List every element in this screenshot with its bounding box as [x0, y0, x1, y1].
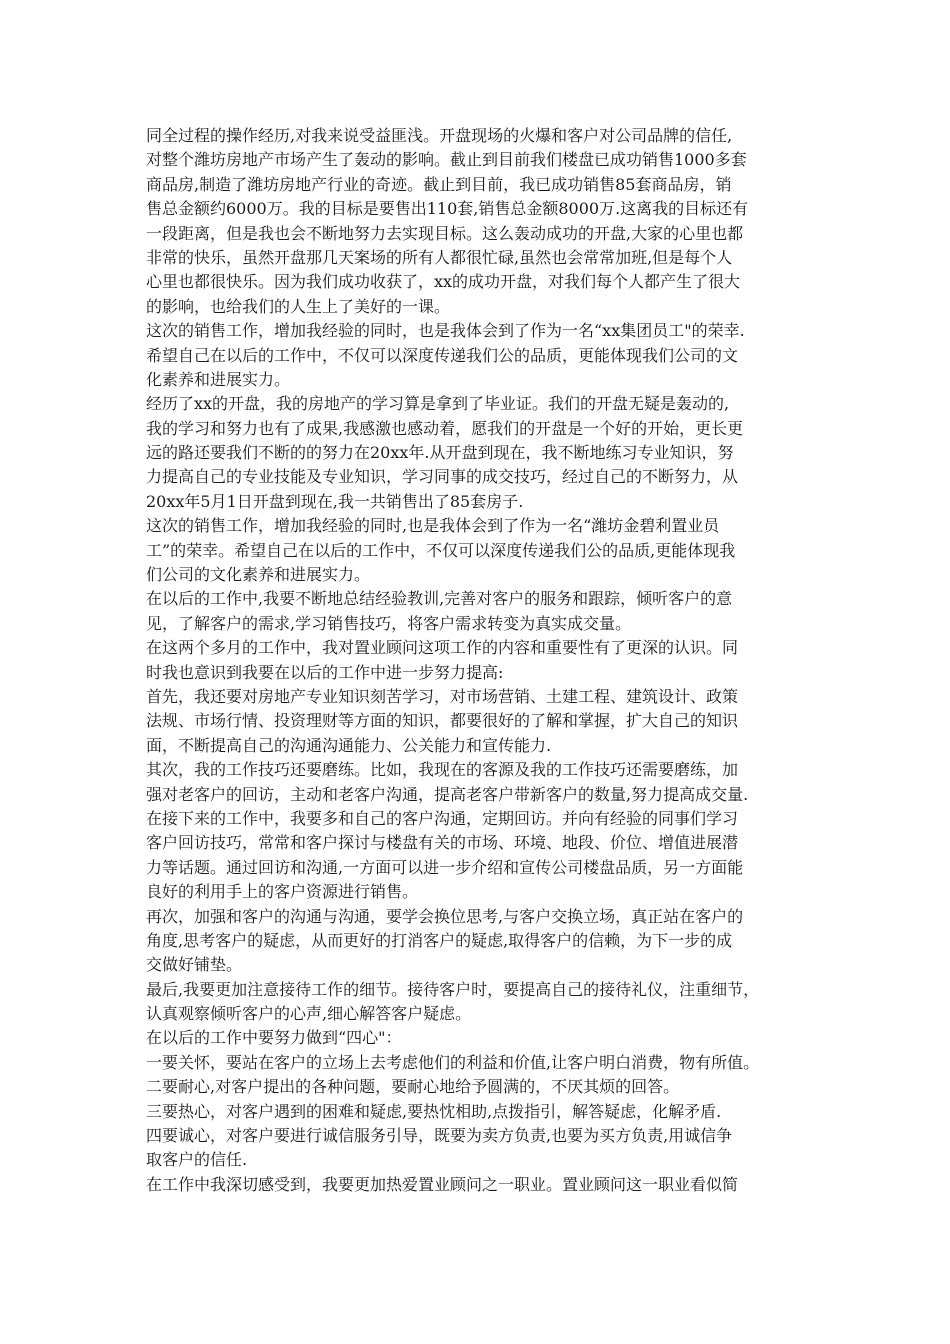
text-line: 见，了解客户的需求,学习销售技巧，将客户需求转变为真实成交量。: [146, 613, 632, 633]
text-line: 这次的销售工作，增加我经验的同时,也是我体会到了作为一名“潍坊金碧利置业员: [146, 516, 720, 536]
text-line: 远的路还要我们不断的的努力在20xx年.从开盘到现在，我不断地练习专业知识，努: [146, 443, 734, 463]
text-line: 非常的快乐，虽然开盘那几天案场的所有人都很忙碌,虽然也会常常加班,但是每个人: [146, 247, 733, 267]
text-line: 心里也都很快乐。因为我们成功收获了，xx的成功开盘，对我们每个人都产生了很大: [146, 272, 741, 292]
text-line: 首先，我还要对房地产专业知识刻苦学习，对市场营销、土建工程、建筑设计、政策: [146, 686, 739, 706]
text-line: 最后,我要更加注意接待工作的细节。接待客户时，要提高自己的接待礼仪，注重细节，: [146, 979, 760, 999]
text-line: 面，不断提高自己的沟通沟通能力、公关能力和宣传能力.: [146, 735, 552, 755]
text-line: 一要关怀，要站在客户的立场上去考虑他们的利益和价值,让客户明白消费，物有所值。: [146, 1052, 760, 1072]
text-line: 一段距离，但是我也会不断地努力去实现目标。这么轰动成功的开盘,大家的心里也都: [146, 223, 744, 243]
text-line: 力提高自己的专业技能及专业知识，学习同事的成交技巧，经过自己的不断努力，从: [146, 467, 739, 487]
text-line: 们公司的文化素养和进展实力。: [146, 565, 371, 585]
text-line: 强对老客户的回访，主动和老客户沟通，提高老客户带新客户的数量,努力提高成交量.: [146, 784, 749, 804]
text-line: 良好的利用手上的客户资源进行销售。: [146, 882, 419, 902]
text-line: 在工作中我深切感受到，我要更加热爱置业顾问之一职业。置业顾问这一职业看似简: [146, 1174, 739, 1194]
text-line: 在以后的工作中,我要不断地总结经验教训,完善对客户的服务和跟踪，倾听客户的意: [146, 589, 733, 609]
text-line: 化素养和进展实力。: [146, 369, 291, 389]
text-line: 四要诚心，对客户要进行诚信服务引导，既要为卖方负责,也要为买方负责,用诚信争: [146, 1126, 733, 1146]
text-line: 三要热心，对客户遇到的困难和疑虑,要热忱相助,点拨指引，解答疑虑，化解矛盾.: [146, 1101, 722, 1121]
text-line: 法规、市场行情、投资理财等方面的知识，都要很好的了解和掌握，扩大自己的知识: [146, 711, 739, 731]
text-line: 时我也意识到我要在以后的工作中进一步努力提高:: [146, 662, 504, 682]
text-line: 经历了xx的开盘，我的房地产的学习算是拿到了毕业证。我们的开盘无疑是轰动的,: [146, 394, 730, 414]
text-line: 售总金额约6000万。我的目标是要售出110套,销售总金额8000万.这离我的目标还有: [146, 199, 749, 219]
text-line: 我的学习和努力也有了成果,我感激也感动着，愿我们的开盘是一个好的开始，更长更: [146, 418, 744, 438]
text-line: 二要耐心,对客户提出的各种问题，要耐心地给予圆满的，不厌其烦的回答。: [146, 1077, 680, 1097]
text-line: 角度,思考客户的疑虑，从而更好的打消客户的疑虑,取得客户的信赖，为下一步的成: [146, 930, 733, 950]
text-line: 在接下来的工作中，我要多和自己的客户沟通，定期回访。并向有经验的同事们学习: [146, 808, 739, 828]
text-line: 取客户的信任.: [146, 1150, 248, 1170]
document-body: [146, 124, 814, 1197]
text-line: 20xx年5月1日开盘到现在,我一共销售出了85套房子.: [146, 491, 524, 511]
text-line: 这次的销售工作，增加我经验的同时，也是我体会到了作为一名“xx集团员工"的荣幸.: [146, 321, 745, 341]
text-line: 同全过程的操作经历,对我来说受益匪浅。开盘现场的火爆和客户对公司品牌的信任,: [146, 126, 733, 145]
text-line: 工”的荣幸。希望自己在以后的工作中，不仅可以深度传递我们公的品质,更能体现我: [146, 540, 736, 560]
text-line: 在这两个多月的工作中，我对置业顾问这项工作的内容和重要性有了更深的认识。同: [146, 638, 739, 658]
text-line: 再次，加强和客户的沟通与沟通，要学会换位思考,与客户交换立场，真正站在客户的: [146, 906, 744, 926]
text-line: 对整个潍坊房地产市场产生了轰动的影响。截止到目前我们楼盘已成功销售1000多套: [146, 150, 747, 170]
text-line: 认真观察倾听客户的心声,细心解答客户疑虑。: [146, 1004, 472, 1024]
text-line: 交做好铺垫。: [146, 955, 243, 975]
text-line: 客户回访技巧，常常和客户探讨与楼盘有关的市场、环境、地段、价位、增值进展潜: [146, 833, 739, 853]
text-line: 希望自己在以后的工作中，不仅可以深度传递我们公的品质，更能体现我们公司的文: [146, 345, 739, 365]
text-line: 的影响，也给我们的人生上了美好的一课。: [146, 296, 451, 316]
text-line: 力等话题。通过回访和沟通,一方面可以进一步介绍和宣传公司楼盘品质，另一方面能: [146, 857, 744, 877]
text-line: 在以后的工作中要努力做到“四心"：: [146, 1028, 402, 1048]
text-line: 商品房,制造了潍坊房地产行业的奇迹。截止到目前，我已成功销售85套商品房，销: [146, 174, 732, 194]
text-line: 其次，我的工作技巧还要磨练。比如，我现在的客源及我的工作技巧还需要磨练，加: [146, 760, 739, 780]
